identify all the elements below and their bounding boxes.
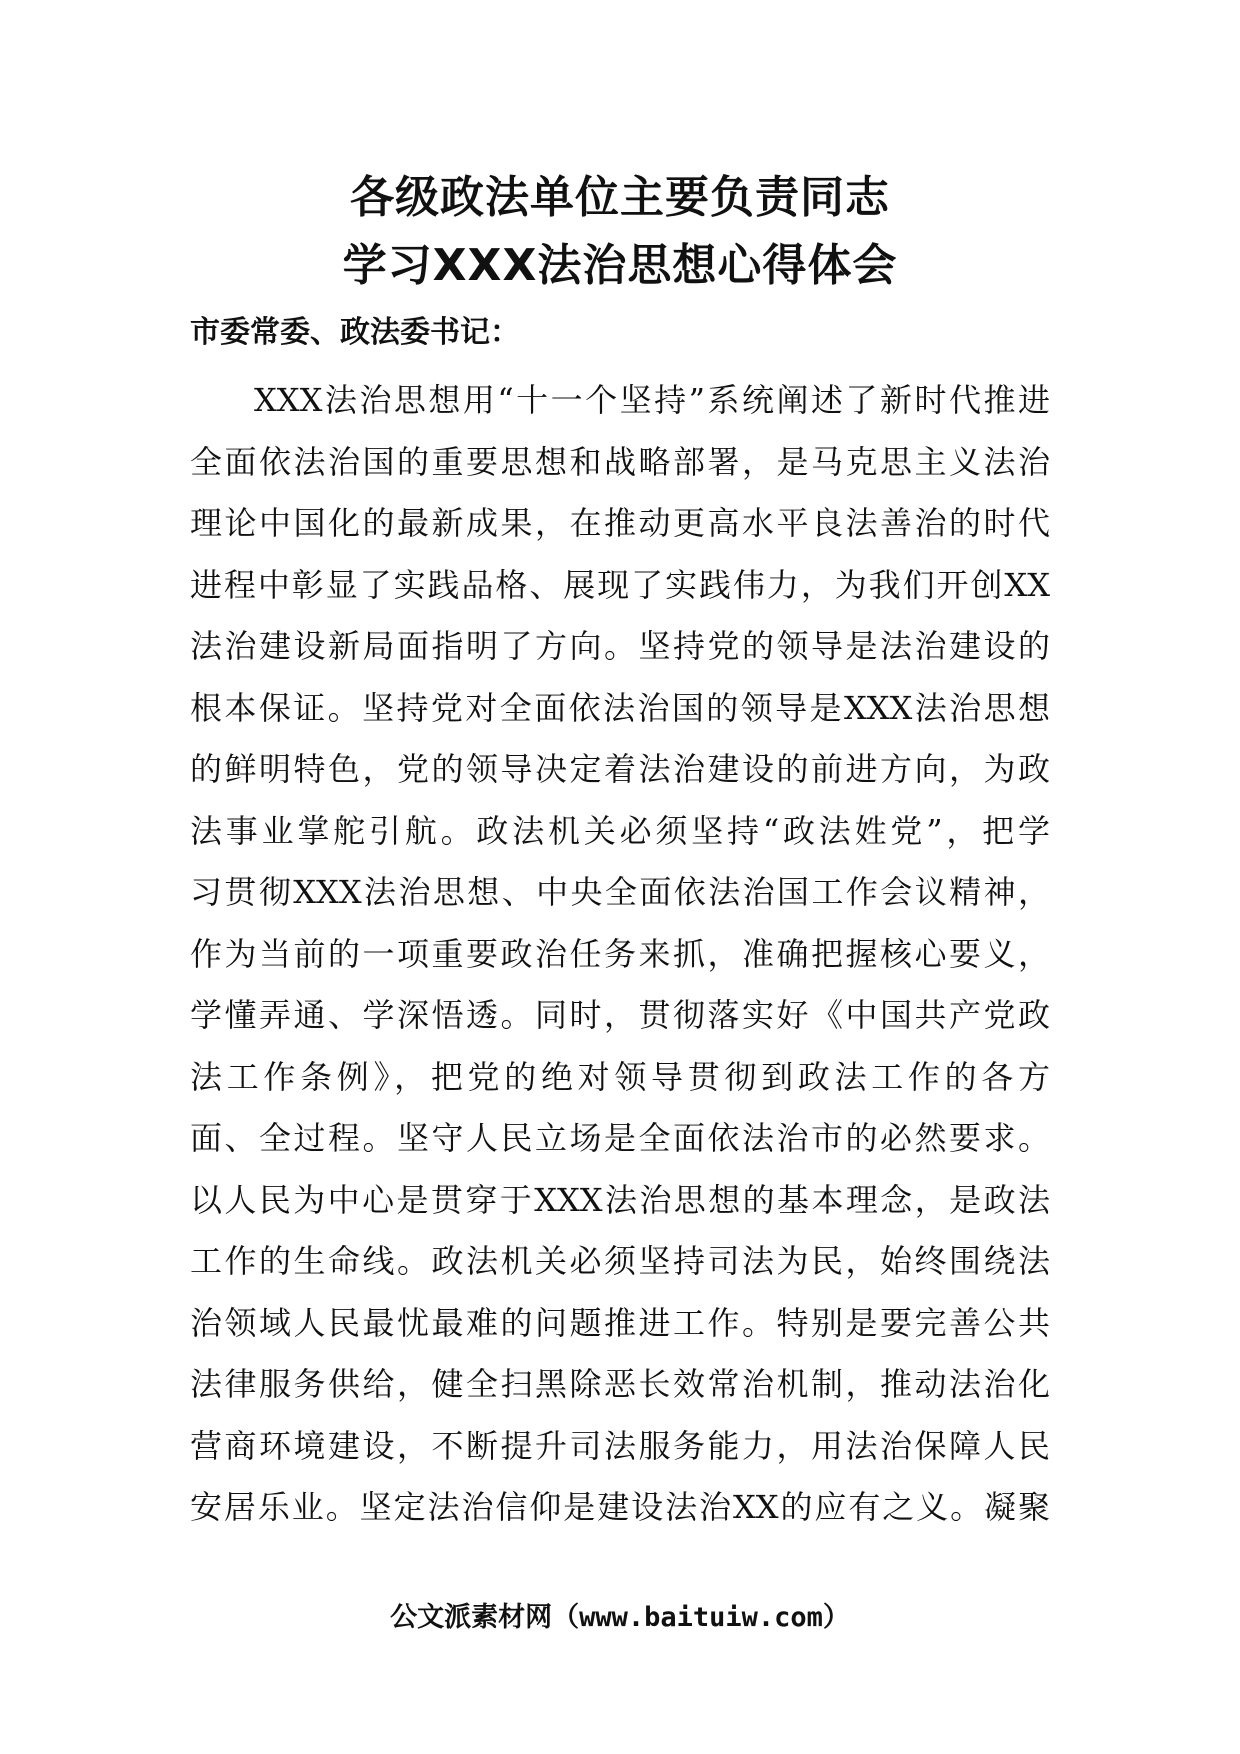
body-line: 法工作条例》，把党的绝对领导贯彻到政法工作的各方 xyxy=(190,1057,1050,1096)
body-line: 习贯彻XXX法治思想、中央全面依法治国工作会议精神， xyxy=(190,873,1050,911)
document-title-line-2: 学习XXX法治思想心得体会 xyxy=(342,240,898,291)
body-line: 法律服务供给，健全扫黑除恶长效常治机制，推动法治化 xyxy=(190,1365,1050,1403)
body-line: 工作的生命线。政法机关必须坚持司法为民，始终围绕法 xyxy=(190,1242,1050,1280)
body-line: 理论中国化的最新成果，在推动更高水平良法善治的时代 xyxy=(190,504,1050,542)
body-line: 法事业掌舵引航。政法机关必须坚持“政法姓党”，把学 xyxy=(190,811,1050,850)
author-line: 市委常委、政法委书记： xyxy=(190,315,520,350)
body-line: 学懂弄通、学深悟透。同时，贯彻落实好《中国共产党政 xyxy=(190,996,1050,1034)
body-line: 法治建设新局面指明了方向。坚持党的领导是法治建设的 xyxy=(190,627,1050,665)
body-line: 全面依法治国的重要思想和战略部署，是马克思主义法治 xyxy=(190,442,1050,481)
body-line: 作为当前的一项重要政治任务来抓，准确把握核心要义， xyxy=(190,934,1050,973)
body-line: 面、全过程。坚守人民立场是全面依法治市的必然要求。 xyxy=(190,1119,1050,1157)
body-line: 治领域人民最忧最难的问题推进工作。特别是要完善公共 xyxy=(190,1303,1050,1342)
body-line: 营商环境建设，不断提升司法服务能力，用法治保障人民 xyxy=(190,1426,1050,1465)
document-title-line-1: 各级政法单位主要负责同志 xyxy=(350,172,890,223)
body-line: 根本保证。坚持党对全面依法治国的领导是XXX法治思想 xyxy=(190,688,1050,727)
body-line: 以人民为中心是贯穿于XXX法治思想的基本理念，是政法 xyxy=(190,1180,1050,1219)
document-body xyxy=(190,370,1050,1526)
body-line: 安居乐业。坚定法治信仰是建设法治XX的应有之义。凝聚 xyxy=(190,1488,1050,1526)
body-line: 的鲜明特色，党的领导决定着法治建设的前进方向，为政 xyxy=(190,750,1050,788)
footer-source: 公文派素材网（www.baituiw.com） xyxy=(390,1602,850,1633)
body-line: XXX法治思想用“十一个坚持”系统阐述了新时代推进 xyxy=(254,381,1050,419)
body-line: 进程中彰显了实践品格、展现了实践伟力，为我们开创XX xyxy=(190,565,1050,604)
